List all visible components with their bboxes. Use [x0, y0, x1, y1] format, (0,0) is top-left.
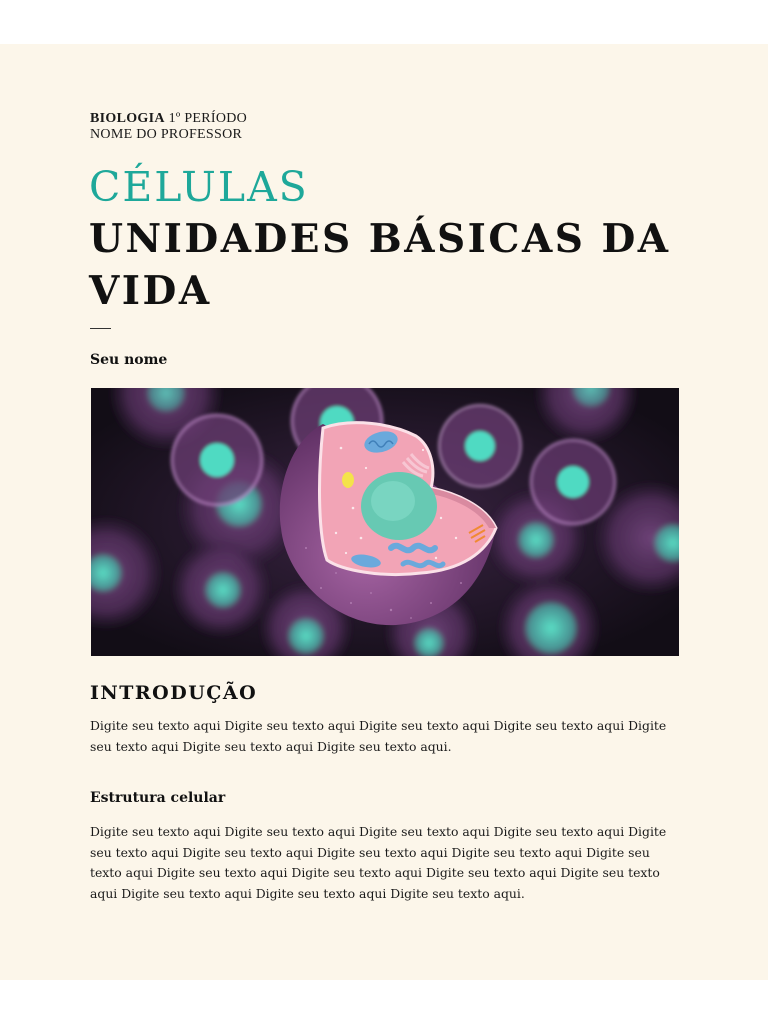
teacher-name: NOME DO PROFESSOR [90, 127, 243, 142]
document-page [0, 44, 768, 980]
page-title: UNIDADES BÁSICAS DA VIDA [89, 216, 671, 314]
author-name: Seu nome [90, 352, 168, 368]
period: 1º PERÍODO [168, 111, 248, 126]
cell-structure-text: Digite seu texto aqui Digite seu texto aqui Digite seu texto aqui Digite seu texto aqui Digite seu texto aqui Digite seu texto aqui Digite seu texto aqui Digite seu texto aqui Digite seu texto aqui Digite seu texto aqui Digite seu texto aqui Digite seu texto aqui Digite seu texto aqui Digite seu texto aqui Digite seu texto aqui Digite seu texto aqui. [90, 824, 667, 901]
subject-line [90, 111, 247, 127]
introduction-text: Digite seu texto aqui Digite seu texto aqui Digite seu texto aqui Digite seu texto aqui Digite seu texto aqui Digite seu texto aqui Digite seu texto aqui. [90, 718, 667, 754]
section-heading-cell-structure: Estrutura celular [90, 790, 226, 806]
subject-name: BIOLOGIA [90, 111, 165, 126]
section-heading-introduction: INTRODUÇÃO [90, 682, 258, 704]
cell-illustration-graphic [91, 388, 679, 656]
cell-illustration [91, 388, 679, 656]
title-divider [90, 328, 111, 329]
title-accent: CÉLULAS [89, 163, 309, 211]
